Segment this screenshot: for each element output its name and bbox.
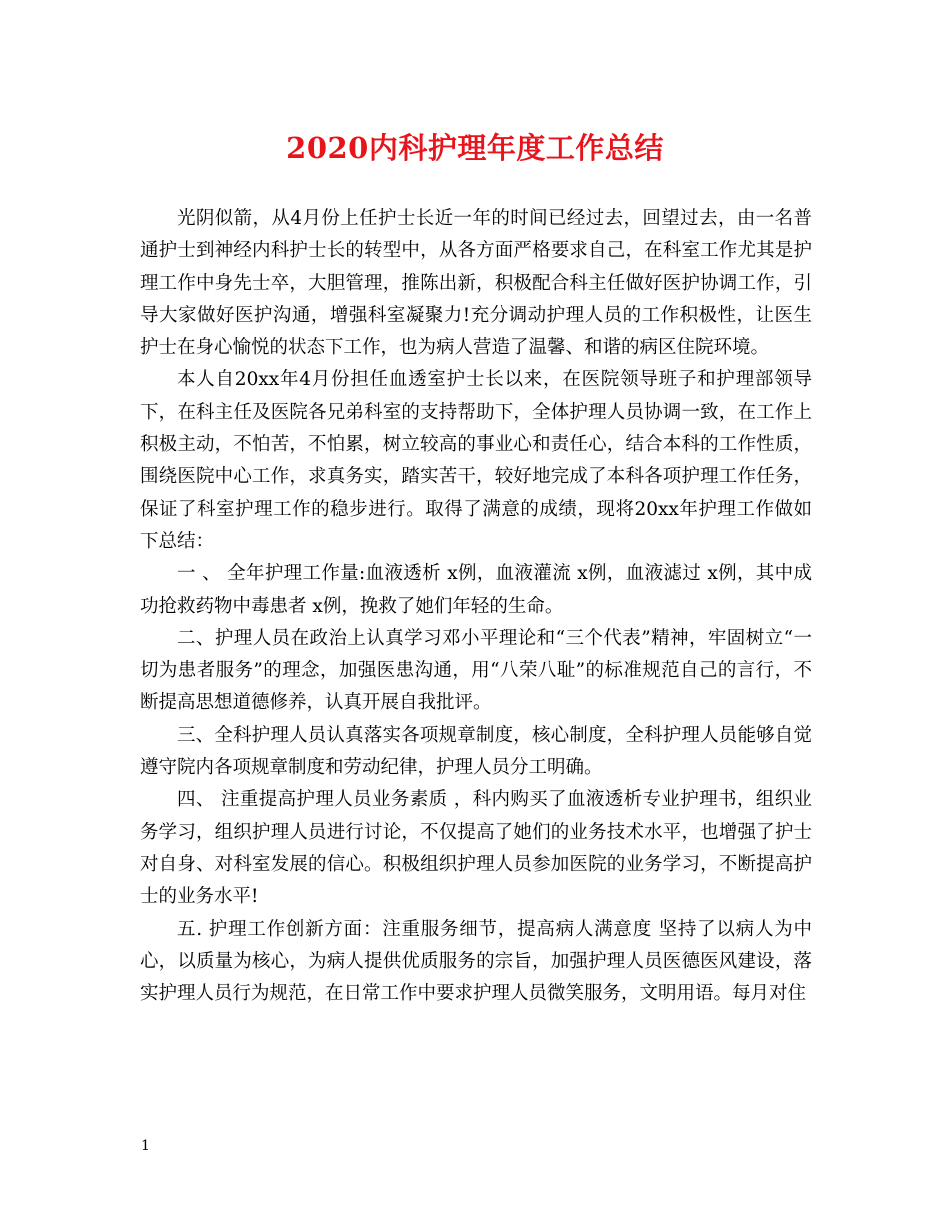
paragraph-background: 本人自20xx年4月份担任血透室护士长以来，在医院领导班子和护理部领导下，在科主任及医院各兄弟科室的支持帮助下，全体护理人员协调一致，在工作上积极主动，不怕苦，不怕累，树立较高的事业心和责任心，结合本科的工作性质，围绕医院中心工作，求真务实，踏实苦干，较好地完成了本科各项护理工作任务，保证了科室护理工作的稳步进行。取得了满意的成绩，现将20xx年护理工作做如下总结：: [140, 369, 812, 552]
paragraph-item-4-professional-quality: 四、 注重提高护理人员业务素质 ，科内购买了血液透析专业护理书，组织业务学习，组织护理人员进行讨论，不仅提高了她们的业务技术水平，也增强了护士对自身、对科室发展的信心。积极组织护理人员参加医院的业务学习，不断提高护士的业务水平!: [140, 789, 812, 908]
page-number: 1: [141, 1138, 150, 1154]
document-body: [140, 203, 812, 1010]
document-title: 2020内科护理年度工作总结: [286, 131, 664, 165]
paragraph-intro: 光阴似箭，从4月份上任护士长近一年的时间已经过去，回望过去，由一名普通护士到神经内科护士长的转型中，从各方面严格要求自己，在科室工作尤其是护理工作中身先士卒，大胆管理，推陈出新，积极配合科主任做好医护协调工作，引导大家做好医护沟通，增强科室凝聚力!充分调动护理人员的工作积极性，让医生护士在身心愉悦的状态下工作，也为病人营造了温馨、和谐的病区住院环境。: [140, 208, 812, 359]
paragraph-item-3-regulations: 三、全科护理人员认真落实各项规章制度，核心制度，全科护理人员能够自觉遵守院内各项规章制度和劳动纪律，护理人员分工明确。: [140, 724, 812, 779]
paragraph-item-1-workload: 一 、 全年护理工作量:血液透析 x例，血液灌流 x例，血液滤过 x例，其中成功抢救药物中毒患者 x例，挽救了她们年轻的生命。: [140, 563, 812, 617]
paragraph-item-5-innovation: 五. 护理工作创新方面：注重服务细节，提高病人满意度 坚持了以病人为中心，以质量为核心，为病人提供优质服务的宗旨，加强护理人员医德医风建设，落实护理人员行为规范，在日常工作中要求护理人员微笑服务，文明用语。每月对住: [140, 918, 812, 1005]
paragraph-item-2-political-study: 二、护理人员在政治上认真学习邓小平理论和“三个代表”精神，牢固树立“一切为患者服务”的理念，加强医患沟通，用“八荣八耻”的标准规范自己的言行，不断提高思想道德修养，认真开展自我批评。: [140, 627, 812, 714]
